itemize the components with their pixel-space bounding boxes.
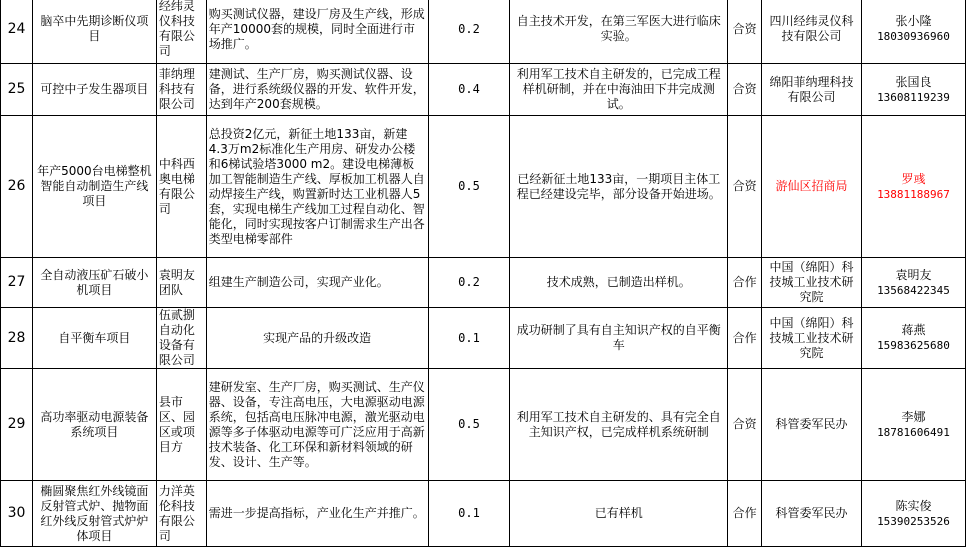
table-row	[1, 64, 966, 116]
project-progress: 已有样机	[510, 481, 728, 547]
contact-cell	[861, 64, 965, 116]
row-number: 28	[1, 308, 33, 369]
contact-cell	[861, 481, 965, 547]
project-content: 建测试、生产厂房，购买测试仪器、设备，进行系统级仪器的开发、软件开发，达到年产200套规模。	[206, 64, 428, 116]
project-entity: 中科西奥电梯有限公司	[156, 116, 206, 258]
partner-unit: 四川经纬灵仪科技有限公司	[762, 0, 862, 64]
partner-unit: 游仙区招商局	[762, 116, 862, 258]
table-row	[1, 0, 966, 64]
project-content: 组建生产制造公司，实现产业化。	[206, 258, 428, 308]
partner-unit: 科管委军民办	[762, 481, 862, 547]
contact-name: 李娜	[901, 409, 926, 424]
cooperation-mode: 合资	[728, 116, 762, 258]
cooperation-mode: 合资	[728, 369, 762, 481]
project-name: 全自动液压矿石破小机项目	[32, 258, 156, 308]
project-content: 需进一步提高指标，产业化生产并推广。	[206, 481, 428, 547]
contact-phone: 13881188967	[877, 187, 950, 201]
contact-name: 罗彧	[901, 171, 926, 186]
investment-amount: 0.1	[428, 481, 510, 547]
cooperation-mode: 合作	[728, 481, 762, 547]
project-content: 总投资2亿元，新征土地133亩，新建4.3万m2标准化生产用房、研发办公楼和6梯试验塔3000 m2。建设电梯薄板加工智能制造生产线、厚板加工机器人自动焊接生产线，购置新时达工业机器人5套，实现电梯生产线加工过程自动化、智能化，同时实现按客户订制需求生产出各类型电梯零部件	[206, 116, 428, 258]
project-name: 高功率驱动电源装备系统项目	[32, 369, 156, 481]
project-progress: 技术成熟，已制造出样机。	[510, 258, 728, 308]
contact-name: 陈实俊	[895, 498, 932, 513]
row-number: 29	[1, 369, 33, 481]
row-number: 30	[1, 481, 33, 547]
project-name: 自平衡车项目	[32, 308, 156, 369]
contact-phone: 18030936960	[877, 30, 950, 43]
project-progress: 自主技术开发，在第三军医大进行临床实验。	[510, 0, 728, 64]
project-entity: 县市区、园区或项目方	[156, 369, 206, 481]
cooperation-mode: 合资	[728, 64, 762, 116]
project-name: 可控中子发生器项目	[32, 64, 156, 116]
project-entity: 袁明友团队	[156, 258, 206, 308]
investment-amount: 0.5	[428, 369, 510, 481]
project-name: 脑卒中先期诊断仪项目	[32, 0, 156, 64]
table-row	[1, 369, 966, 481]
table-row	[1, 308, 966, 369]
contact-cell	[861, 0, 965, 64]
cooperation-mode: 合作	[728, 308, 762, 369]
cooperation-mode: 合作	[728, 258, 762, 308]
row-number: 24	[1, 0, 33, 64]
project-entity: 经纬灵仪科技有限公司	[156, 0, 206, 64]
contact-cell	[861, 258, 965, 308]
investment-amount: 0.4	[428, 64, 510, 116]
contact-cell	[861, 308, 965, 369]
project-content: 实现产品的升级改造	[206, 308, 428, 369]
partner-unit: 绵阳菲纳理科技有限公司	[762, 64, 862, 116]
investment-amount: 0.2	[428, 0, 510, 64]
table-row	[1, 258, 966, 308]
project-entity: 菲纳理科技有限公司	[156, 64, 206, 116]
project-content: 购买测试仪器，建设厂房及生产线，形成年产10000套的规模，同时全面进行市场推广。	[206, 0, 428, 64]
investment-amount: 0.1	[428, 308, 510, 369]
project-name: 椭圆聚焦红外线镜面反射管式炉、抛物面红外线反射管式炉炉体项目	[32, 481, 156, 547]
project-progress: 利用军工技术自主研发的，已完成工程样机研制，并在中海油田下井完成测试。	[510, 64, 728, 116]
contact-phone: 13608119239	[877, 90, 950, 104]
cooperation-mode: 合资	[728, 0, 762, 64]
contact-phone: 15390253526	[877, 514, 950, 528]
project-progress: 已经新征土地133亩，一期项目主体工程已经建设完毕，部分设备开始进场。	[510, 116, 728, 258]
row-number: 27	[1, 258, 33, 308]
project-progress: 利用军工技术自主研发的、具有完全自主知识产权，已完成样机系统研制	[510, 369, 728, 481]
row-number: 25	[1, 64, 33, 116]
contact-cell	[861, 369, 965, 481]
contact-phone: 18781606491	[877, 425, 950, 439]
contact-name: 张小隆	[895, 14, 932, 28]
table-row	[1, 116, 966, 258]
partner-unit: 中国（绵阳）科技城工业技术研究院	[762, 258, 862, 308]
row-number: 26	[1, 116, 33, 258]
investment-amount: 0.5	[428, 116, 510, 258]
contact-cell	[861, 116, 965, 258]
investment-amount: 0.2	[428, 258, 510, 308]
contact-phone: 13568422345	[877, 283, 950, 297]
project-name: 年产5000台电梯整机智能自动制造生产线项目	[32, 116, 156, 258]
contact-name: 袁明友	[895, 267, 932, 282]
project-entity: 伍贰捌自动化设备有限公司	[156, 308, 206, 369]
contact-name: 蒋燕	[901, 323, 926, 337]
project-content: 建研发室、生产厂房，购买测试、生产仪器、设备，专注高电压，大电源驱动电源系统，包括高电压脉冲电源，激光驱动电源等多子体驱动电源等可广泛应用于高新技术装备、化工环保和新材料领域的研发、设计、生产等。	[206, 369, 428, 481]
project-entity: 力洋英伦科技有限公司	[156, 481, 206, 547]
partner-unit: 科管委军民办	[762, 369, 862, 481]
partner-unit: 中国（绵阳）科技城工业技术研究院	[762, 308, 862, 369]
contact-phone: 15983625680	[877, 339, 950, 352]
contact-name: 张国良	[895, 74, 932, 89]
project-progress: 成功研制了具有自主知识产权的自平衡车	[510, 308, 728, 369]
table-row	[1, 481, 966, 547]
